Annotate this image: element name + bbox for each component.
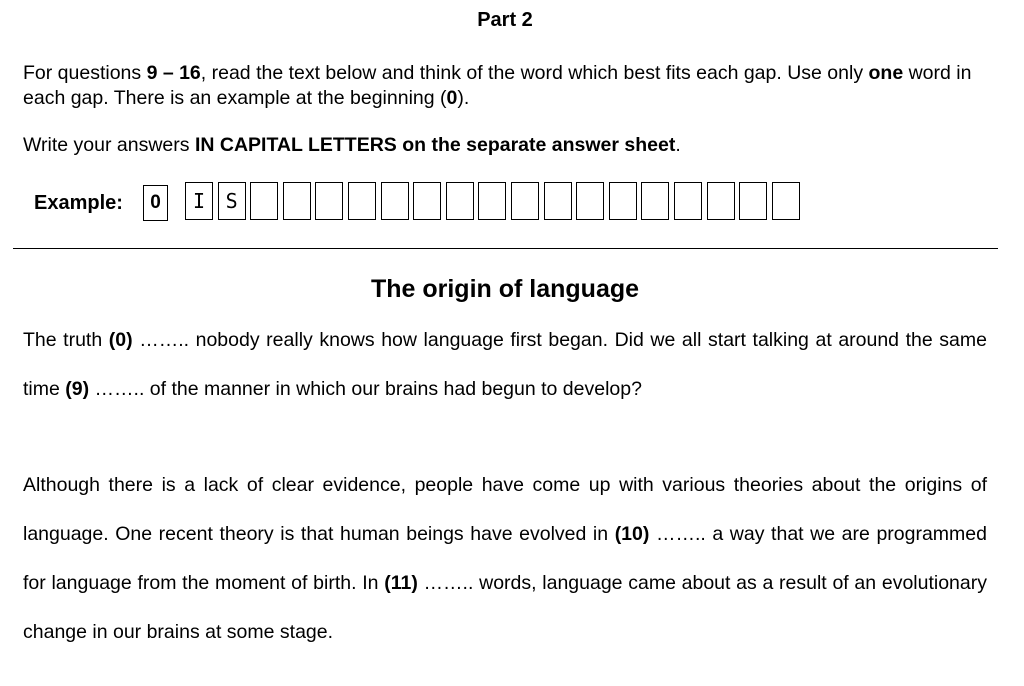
example-letter-box [413,182,441,220]
example-letter-box [739,182,767,220]
divider [13,248,998,249]
example-number-box: 0 [143,185,168,221]
gap-0: (0) [108,329,133,351]
example-letter-box [283,182,311,220]
text-title: The origin of language [370,275,640,303]
paragraph-text: Although there is a lack of clear evidence, people have come up with various theories about the origins of language. One recent theory is that human beings have evolved in [23,474,987,545]
example-letter-box [772,182,800,220]
example-letter-box [707,182,735,220]
paragraph-text: …….. words, language came about as a result of an evolutionary change in our brains at some stage. [23,572,987,643]
example-reference: 0 [446,87,458,109]
instruction-text: ). [457,87,470,109]
instruction-emphasis: one [868,62,904,84]
instruction-text: Write your answers [23,134,195,156]
instructions-line-2 [23,133,988,158]
paragraph-2 [23,461,987,657]
instruction-text: . [675,134,681,156]
example-letter-box [576,182,604,220]
example-letter-box [674,182,702,220]
paragraph-text: …….. a way that we are programmed for language from the moment of birth. In [23,523,987,594]
part-title: Part 2 [477,9,533,31]
example-letter-box [348,182,376,220]
example-letter-box [641,182,669,220]
instructions-line-1 [23,61,988,111]
instruction-text: word in each gap. There is an example at the beginning ( [23,62,972,109]
instruction-text: , read the text below and think of the word which best fits each gap. Use only [200,62,869,84]
example-letter-box [511,182,539,220]
paragraph-text: The truth [23,329,109,351]
example-letter-box [315,182,343,220]
example-letter-box [381,182,409,220]
paragraph-text: …….. nobody really knows how language first began. Did we all start talking at around the same time [23,329,987,400]
example-letter-box: I [185,182,213,220]
paragraph-text: …….. of the manner in which our brains had begun to develop? [89,378,642,400]
example-label: Example: [34,192,123,214]
question-range: 9 – 16 [146,62,201,84]
example-letter-box [544,182,572,220]
gap-9: (9) [65,378,90,400]
example-letter-box [446,182,474,220]
example-letter-box [609,182,637,220]
instruction-emphasis: IN CAPITAL LETTERS on the separate answer sheet [194,134,676,156]
example-answer-boxes [185,182,804,222]
gap-10: (10) [614,523,650,545]
paragraph-1 [23,316,987,414]
example-letter-box [478,182,506,220]
example-letter-box: S [218,182,246,220]
gap-11: (11) [384,572,418,594]
example-letter-box [250,182,278,220]
instruction-text: For questions [23,62,147,84]
